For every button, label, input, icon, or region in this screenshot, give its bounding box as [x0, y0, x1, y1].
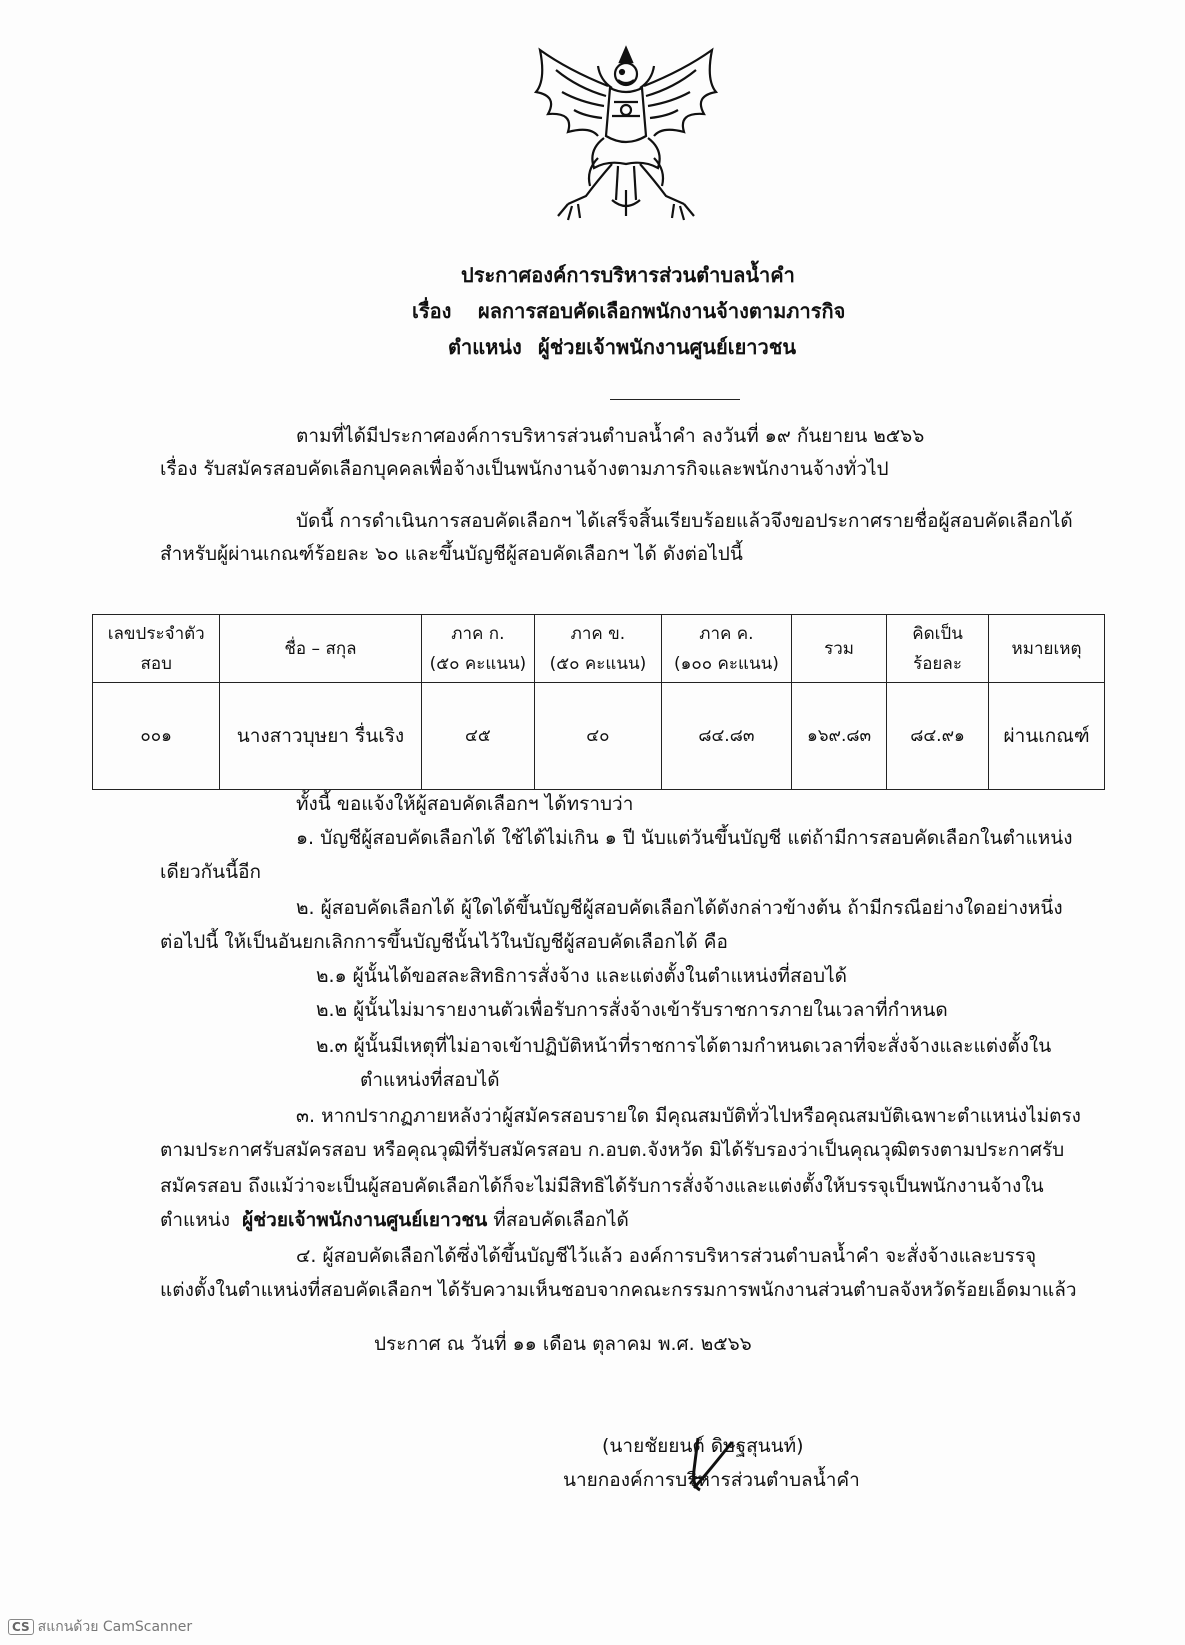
condition-2-line-1: ๒. ผู้สอบคัดเลือกได้ ผู้ใดได้ขึ้นบัญชีผู้สอบคัดเลือกได้ดังกล่าวข้างต้น ถ้ามีกรณีอย่างใดอย่างหนึ่ง: [296, 897, 1063, 919]
condition-2-3-line-2: ตำแหน่งที่สอบได้: [360, 1069, 500, 1091]
announcement-date: ประกาศ ณ วันที่ ๑๑ เดือน ตุลาคม พ.ศ. ๒๕๖๖: [374, 1333, 752, 1355]
header-name: ชื่อ – สกุล: [220, 615, 421, 683]
scanner-watermark-text: สแกนด้วย CamScanner: [37, 1619, 193, 1635]
condition-3-line-4: [160, 1208, 629, 1232]
cell-percent: ๘๔.๙๑: [886, 683, 988, 790]
garuda-emblem-icon: [528, 40, 724, 228]
condition-2-2: ๒.๒ ผู้นั้นไม่มารายงานตัวเพื่อรับการสั่งจ้างเข้ารับราชการภายในเวลาที่กำหนด: [316, 999, 948, 1021]
condition-3-line-3: สมัครสอบ ถึงแม้ว่าจะเป็นผู้สอบคัดเลือกได้ก็จะไม่มีสิทธิได้รับการสั่งจ้างและแต่งตั้งให้บรรจุเป็นพนักงานจ้างใน: [160, 1175, 1044, 1197]
table-header-row: [93, 615, 1105, 683]
cell-note: ผ่านเกณฑ์: [989, 683, 1105, 790]
header-exam-id: เลขประจำตัว สอบ: [93, 615, 220, 683]
intro-line-4: สำหรับผู้ผ่านเกณฑ์ร้อยละ ๖๐ และขึ้นบัญชีผู้สอบคัดเลือกฯ ได้ ดังต่อไปนี้: [160, 543, 743, 565]
condition-3-suffix: ที่สอบคัดเลือกได้: [493, 1209, 629, 1231]
cell-total: ๑๖๙.๘๓: [792, 683, 887, 790]
header-note: หมายเหตุ: [989, 615, 1105, 683]
condition-4-line-2: แต่งตั้งในตำแหน่งที่สอบคัดเลือกฯ ได้รับความเห็นชอบจากคณะกรรมการพนักงานส่วนตำบลจังหวัดร้อยเอ็ดมาแล้ว: [160, 1279, 1077, 1301]
cell-part-c: ๘๔.๘๓: [661, 683, 792, 790]
cell-exam-id: ๐๐๑: [93, 683, 220, 790]
header-percent: คิดเป็น ร้อยละ: [886, 615, 988, 683]
cell-part-b: ๔๐: [535, 683, 661, 790]
announcement-title: ประกาศองค์การบริหารส่วนตำบลน้ำคำ: [461, 263, 795, 287]
condition-2-1: ๒.๑ ผู้นั้นได้ขอสละสิทธิการสั่งจ้าง และแต่งตั้งในตำแหน่งที่สอบได้: [316, 965, 847, 987]
condition-1-line-2: เดียวกันนี้อีก: [160, 861, 262, 883]
cell-part-a: ๔๕: [421, 683, 535, 790]
cell-name: นางสาวบุษยา รื่นเริง: [220, 683, 421, 790]
intro-line-1: ตามที่ได้มีประกาศองค์การบริหารส่วนตำบลน้ำคำ ลงวันที่ ๑๙ กันยายน ๒๕๖๖: [296, 425, 925, 447]
condition-3-position-name: ผู้ช่วยเจ้าพนักงานศูนย์เยาวชน: [242, 1209, 488, 1231]
header-part-b: ภาค ข. (๕๐ คะแนน): [535, 615, 661, 683]
header-part-c: ภาค ค. (๑๐๐ คะแนน): [661, 615, 792, 683]
position-label: ตำแหน่ง: [448, 335, 522, 359]
condition-1-line-1: ๑. บัญชีผู้สอบคัดเลือกได้ ใช้ได้ไม่เกิน ๑ ปี นับแต่วันขึ้นบัญชี แต่ถ้ามีการสอบคัดเลือกในตำแหน่ง: [296, 827, 1073, 849]
intro-line-2: เรื่อง รับสมัครสอบคัดเลือกบุคคลเพื่อจ้างเป็นพนักงานจ้างตามภารกิจและพนักงานจ้างทั่วไป: [160, 458, 889, 480]
condition-3-position-label: ตำแหน่ง: [160, 1209, 231, 1231]
subject-label: เรื่อง: [412, 299, 452, 323]
results-table: [92, 614, 1105, 790]
conditions-intro: ทั้งนี้ ขอแจ้งให้ผู้สอบคัดเลือกฯ ได้ทราบว่า: [296, 793, 634, 815]
table-row: [93, 683, 1105, 790]
intro-line-3: บัดนี้ การดำเนินการสอบคัดเลือกฯ ได้เสร็จสิ้นเรียบร้อยแล้วจึงขอประกาศรายชื่อผู้สอบคัดเลือกได้: [296, 510, 1073, 532]
heading-divider: [610, 399, 740, 400]
position-text: ผู้ช่วยเจ้าพนักงานศูนย์เยาวชน: [538, 335, 797, 359]
camscanner-logo: CS: [8, 1619, 34, 1635]
header-part-a: ภาค ก. (๕๐ คะแนน): [421, 615, 535, 683]
condition-4-line-1: ๔. ผู้สอบคัดเลือกได้ซึ่งได้ขึ้นบัญชีไว้แล้ว องค์การบริหารส่วนตำบลน้ำคำ จะสั่งจ้างและบรรจุ: [296, 1245, 1037, 1267]
condition-2-3-line-1: ๒.๓ ผู้นั้นมีเหตุที่ไม่อาจเข้าปฏิบัติหน้าที่ราชการได้ตามกำหนดเวลาที่จะสั่งจ้างและแต่งตั้งใน: [316, 1035, 1052, 1057]
scanner-watermark: [8, 1616, 192, 1638]
signer-name: (นายชัยยนต์ ดิษฐสุนนท์): [602, 1435, 804, 1457]
condition-3-line-2: ตามประกาศรับสมัครสอบ หรือคุณวุฒิที่รับสมัครสอบ ก.อบต.จังหวัด มิได้รับรองว่าเป็นคุณวุฒิตรงตามประกาศรับ: [160, 1139, 1065, 1161]
header-total: รวม: [792, 615, 887, 683]
condition-2-line-2: ต่อไปนี้ ให้เป็นอันยกเลิกการขึ้นบัญชีนั้นไว้ในบัญชีผู้สอบคัดเลือกได้ คือ: [160, 931, 728, 953]
subject-text: ผลการสอบคัดเลือกพนักงานจ้างตามภารกิจ: [478, 299, 846, 323]
condition-3-line-1: ๓. หากปรากฏภายหลังว่าผู้สมัครสอบรายใด มีคุณสมบัติทั่วไปหรือคุณสมบัติเฉพาะตำแหน่งไม่ตรง: [296, 1105, 1081, 1127]
signer-title: นายกองค์การบริหารส่วนตำบลน้ำคำ: [563, 1469, 860, 1491]
